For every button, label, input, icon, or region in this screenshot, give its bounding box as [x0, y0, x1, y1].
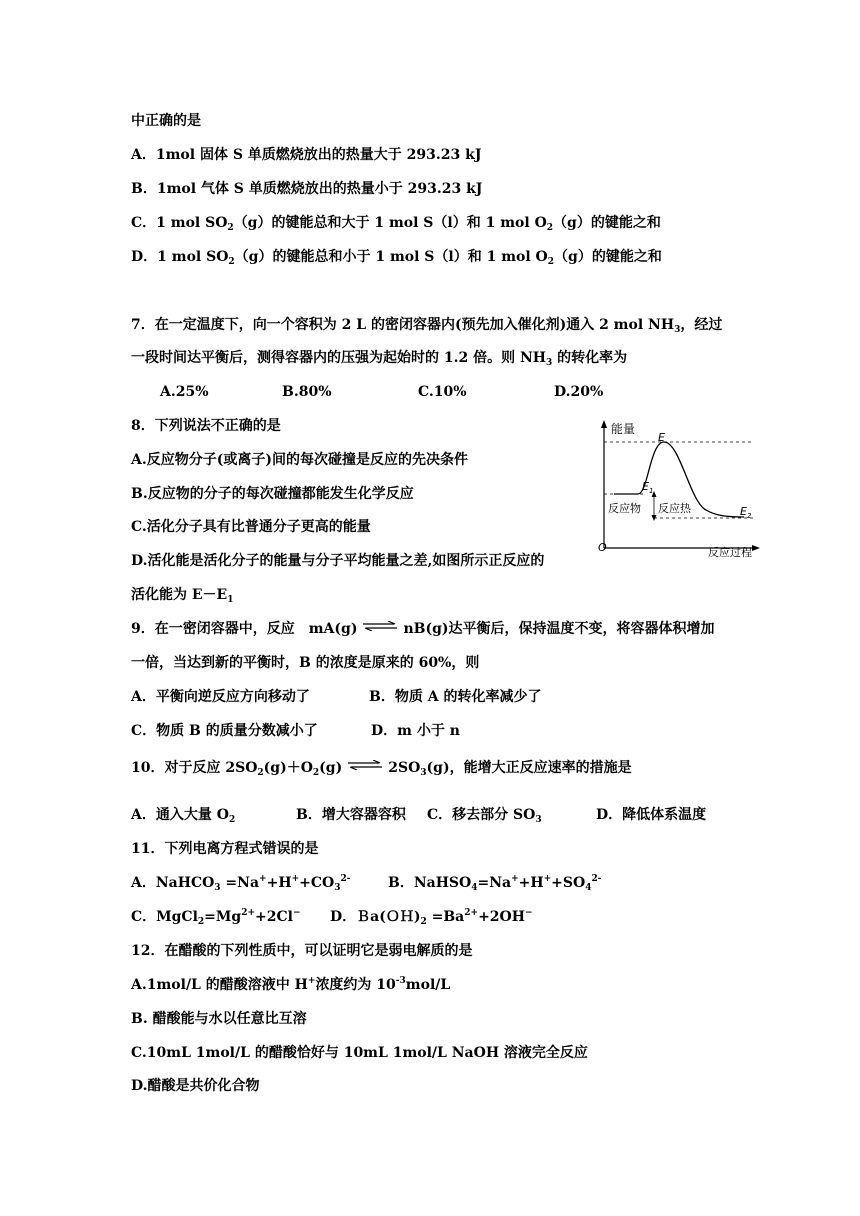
- origin-label: O: [598, 541, 607, 554]
- q6-option-a: A．1mol 固体 S 单质燃烧放出的热量大于 293.23 kJ: [131, 147, 482, 163]
- q9-stem: 9．在一密闭容器中，反应 mA(g) nB(g)达平衡后，保持温度不变，将容器体积增加: [131, 621, 715, 637]
- q9-stem-cont: 一倍，当达到新的平衡时，B 的浓度是原来的 60%，则: [131, 655, 480, 671]
- text-line: 中正确的是: [131, 113, 201, 129]
- q8-option-b: B.反应物的分子的每次碰撞都能发生化学反应: [131, 486, 414, 502]
- q7-option-d: D.20%: [554, 384, 604, 400]
- q11-option-d: D．$Ba(OH)_2 =Ba^{2+}+2OH^-$: [330, 908, 533, 927]
- reactant-label: 反应物: [608, 502, 641, 515]
- process-axis-arrow: [752, 545, 760, 551]
- q12-option-b: B. 醋酸能与水以任意比互溶: [131, 1011, 307, 1027]
- energy-profile-diagram: [594, 418, 766, 564]
- e1-label: $E_1$: [642, 480, 654, 495]
- q10-option-c: C．移去部分 $SO_3$: [427, 807, 542, 825]
- q9-option-b: B．物质 A 的转化率减少了: [369, 689, 542, 705]
- q8-option-d-cont: 活化能为 $E-E_1$: [131, 587, 234, 605]
- q11-stem: 11．下列电离方程式错误的是: [131, 841, 319, 857]
- q11-option-c: C．$MgCl_2=Mg^{2+}+2Cl^-$: [131, 908, 301, 927]
- q10-option-b: B．增大容器容积: [296, 807, 406, 823]
- q9-option-a: A．平衡向逆反应方向移动了: [131, 689, 310, 705]
- q6-option-b: B．1mol 气体 S 单质燃烧放出的热量小于 293.23 kJ: [131, 181, 483, 197]
- q7-option-b: B.80%: [282, 384, 332, 400]
- q8-option-a: A.反应物分子(或离子)间的每次碰撞是反应的先决条件: [131, 452, 468, 468]
- q12-option-c: C.10mL 1mol/L 的醋酸恰好与 10mL 1mol/L NaOH 溶液完全反应: [131, 1045, 588, 1061]
- q7-option-a: A.25%: [160, 384, 209, 400]
- q8-option-d: D.活化能是活化分子的能量与分子平均能量之差,如图所示正反应的: [131, 553, 545, 569]
- q11-option-b: B．$NaHSO_4=Na^++H^++SO_4^{2-}$: [388, 874, 602, 893]
- q9-option-c: C．物质 B 的质量分数减小了: [131, 723, 318, 739]
- e2-label: $E_2$: [740, 505, 752, 520]
- q10-option-d: D．降低体系温度: [596, 807, 707, 823]
- heat-label: 反应热: [658, 502, 691, 515]
- q10-option-a: A．通入大量 $O_2$: [131, 807, 236, 825]
- q7-stem: 7．在一定温度下，向一个容积为 2 L 的密闭容器内(预先加入催化剂)通入 2 mol $NH_3$，经过: [131, 317, 723, 335]
- equilibrium-arrow-icon: [348, 760, 382, 770]
- q8-option-c: C.活化分子具有比普通分子更高的能量: [131, 519, 371, 535]
- q12-stem: 12．在醋酸的下列性质中，可以证明它是弱电解质的是: [131, 943, 473, 959]
- q8-stem: 8．下列说法不正确的是: [131, 418, 281, 434]
- q6-option-c: C．1 mol $SO_2(g)$的键能总和大于 1 mol S（l）和 1 mol $O_2(g)$的键能之和: [131, 215, 661, 233]
- q9-option-d: D．m 小于 n: [371, 723, 460, 739]
- process-axis-label: 反应过程: [708, 546, 752, 559]
- q12-option-a: A.1mol/L 的醋酸溶液中 H+浓度约为 $10^{-3}mol/L$: [131, 976, 451, 993]
- q7-stem-cont: 一段时间达平衡后，测得容器内的压强为起始时的 1.2 倍。则 $NH_3$ 的转化率为: [131, 350, 628, 368]
- q11-option-a: A．NaHCO$_3$ $=Na^++H^++CO_3^{2-}$: [131, 874, 351, 893]
- energy-axis-arrow: [601, 420, 607, 428]
- q6-option-d: D．1 mol $SO_2(g)$的键能总和小于 1 mol S（l）和 1 mol $O_2(g)$的键能之和: [131, 249, 662, 267]
- q10-stem: 10．对于反应 $2SO_2(g)+O_2(g)$ $2SO_3(g)$，能增大正反应速率的措施是: [131, 760, 632, 778]
- equilibrium-arrow-icon: [363, 621, 397, 631]
- energy-axis-label: 能量: [611, 422, 636, 436]
- q12-option-d: D.醋酸是共价化合物: [131, 1078, 260, 1094]
- peak-label: E: [658, 431, 665, 444]
- q7-option-c: C.10%: [418, 384, 467, 400]
